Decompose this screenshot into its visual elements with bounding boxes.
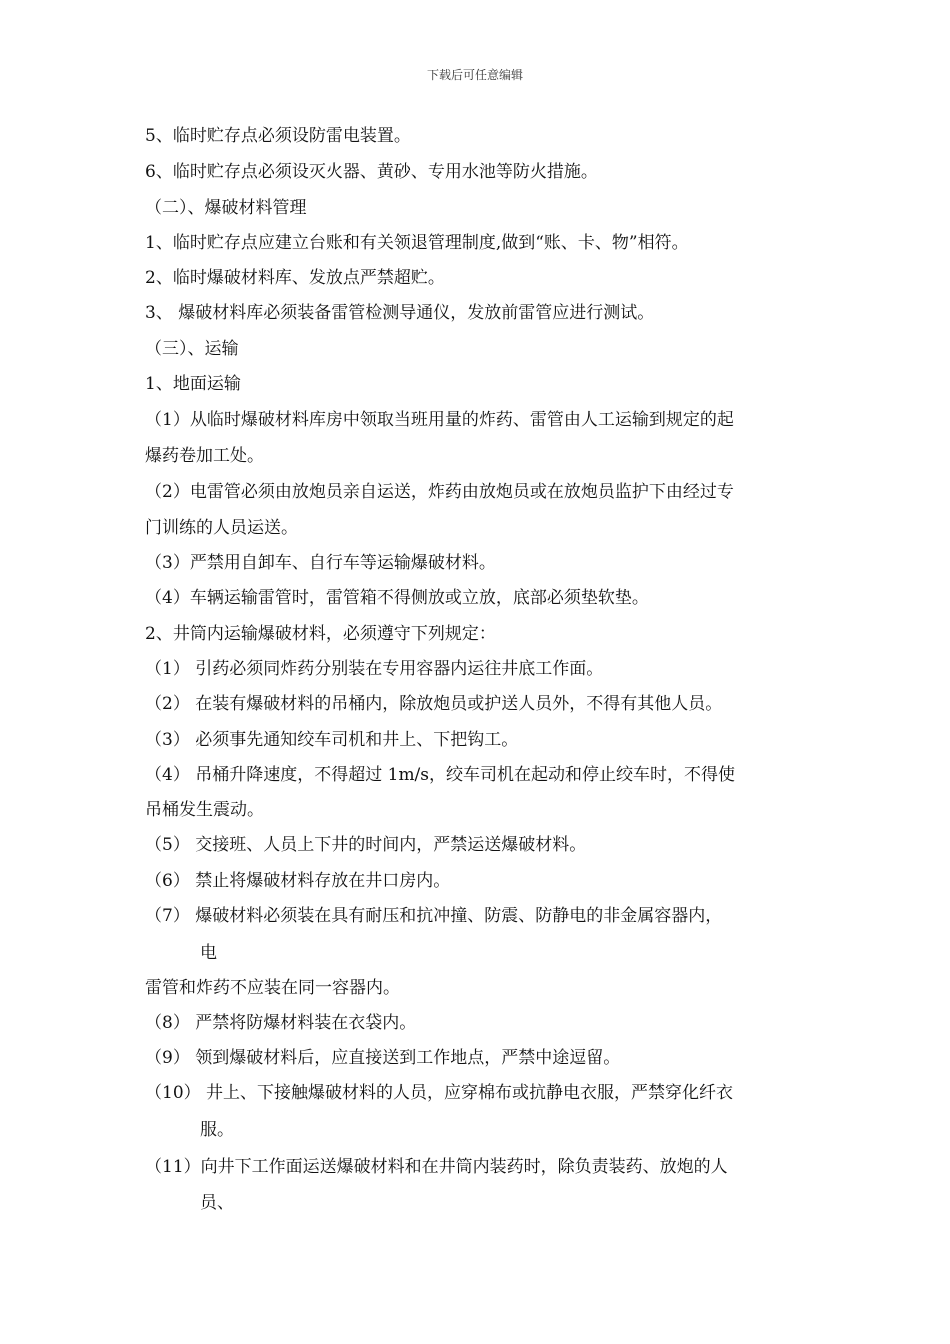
text-line: 6、临时贮存点必须设灭火器、黄砂、专用水池等防火措施。 bbox=[145, 162, 598, 182]
text-line: 2、临时爆破材料库、发放点严禁超贮。 bbox=[145, 268, 445, 288]
text-line: 门训练的人员运送。 bbox=[145, 518, 298, 538]
text-line: （2） 在装有爆破材料的吊桶内，除放炮员或护送人员外，不得有其他人员。 bbox=[145, 694, 723, 714]
text-line: 2、井筒内运输爆破材料，必须遵守下列规定： bbox=[145, 624, 496, 644]
text-line: 1、临时贮存点应建立台账和有关领退管理制度,做到“账、卡、物”相符。 bbox=[145, 233, 689, 253]
section-heading: （二）、爆破材料管理 bbox=[145, 198, 307, 218]
page-header: 下载后可任意编辑 bbox=[426, 68, 523, 82]
text-line: （5） 交接班、人员上下井的时间内，严禁运送爆破材料。 bbox=[145, 835, 587, 855]
text-line: 雷管和炸药不应装在同一容器内。 bbox=[145, 978, 400, 998]
text-line: 服。 bbox=[200, 1120, 234, 1140]
text-line: （4）车辆运输雷管时，雷管箱不得侧放或立放，底部必须垫软垫。 bbox=[145, 588, 649, 608]
text-line: 吊桶发生震动。 bbox=[145, 800, 264, 820]
text-line: 员、 bbox=[200, 1193, 234, 1213]
text-line: 3、 爆破材料库必须装备雷管检测导通仪，发放前雷管应进行测试。 bbox=[145, 303, 655, 323]
text-line: （10） 井上、下接触爆破材料的人员，应穿棉布或抗静电衣服，严禁穿化纤衣 bbox=[145, 1083, 734, 1103]
text-line: （8） 严禁将防爆材料装在衣袋内。 bbox=[145, 1013, 417, 1033]
text-line: 爆药卷加工处。 bbox=[145, 446, 264, 466]
text-line: 1、地面运输 bbox=[145, 374, 241, 394]
text-line: （3）严禁用自卸车、自行车等运输爆破材料。 bbox=[145, 553, 496, 573]
text-line: （4） 吊桶升降速度，不得超过 1m/s，绞车司机在起动和停止绞车时，不得使 bbox=[145, 765, 736, 785]
text-line: 电 bbox=[200, 943, 217, 963]
text-line: （2）电雷管必须由放炮员亲自运送，炸药由放炮员或在放炮员监护下由经过专 bbox=[145, 482, 734, 502]
text-line: （6） 禁止将爆破材料存放在井口房内。 bbox=[145, 871, 451, 891]
text-line: （3） 必须事先通知绞车司机和井上、下把钩工。 bbox=[145, 730, 519, 750]
text-line: （11）向井下工作面运送爆破材料和在井筒内装药时，除负责装药、放炮的人 bbox=[145, 1157, 728, 1177]
section-heading: （三）、运输 bbox=[145, 339, 239, 359]
text-line: 5、临时贮存点必须设防雷电装置。 bbox=[145, 126, 411, 146]
text-line: （9） 领到爆破材料后，应直接送到工作地点，严禁中途逗留。 bbox=[145, 1048, 621, 1068]
text-line: （1）从临时爆破材料库房中领取当班用量的炸药、雷管由人工运输到规定的起 bbox=[145, 410, 734, 430]
text-line: （1） 引药必须同炸药分别装在专用容器内运往井底工作面。 bbox=[145, 659, 604, 679]
text-line: （7） 爆破材料必须装在具有耐压和抗冲撞、防震、防静电的非金属容器内， bbox=[145, 906, 723, 926]
